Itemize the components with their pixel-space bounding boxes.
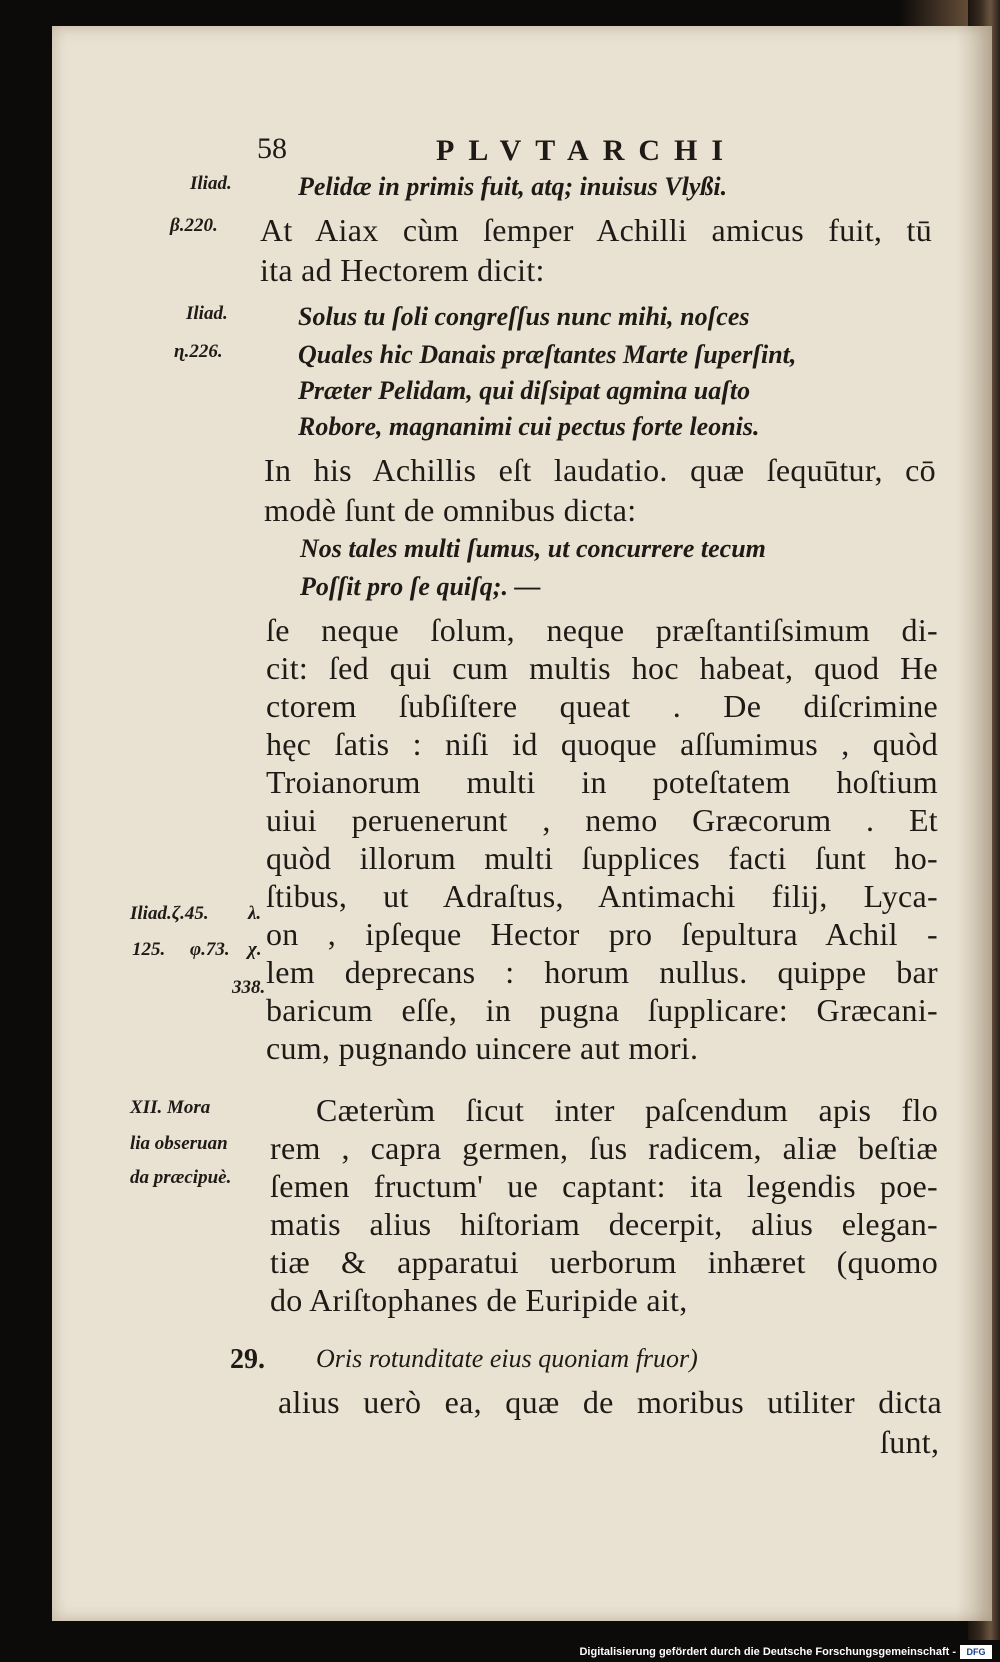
text-line: In his Achillis eſt laudatio. quæ ſequūtur, cō	[264, 452, 936, 488]
text-line: cit: ſed qui cum multis hoc habeat, quod He	[266, 650, 938, 686]
margin-note: ɳ.226.	[174, 341, 223, 362]
verse-line: Quales hic Danais præſtantes Marte ſuperſint,	[298, 340, 797, 369]
text-line: ctorem ſubſiſtere queat . De diſcrimine	[266, 688, 938, 724]
text-line: alius uerò ea, quæ de moribus utiliter dicta	[278, 1384, 942, 1420]
text-line: ſe neque ſolum, neque præſtantiſsimum di-	[266, 612, 938, 648]
text-line: Troianorum multi in poteſtatem hoſtium	[266, 764, 938, 800]
verse-line: Robore, magnanimi cui pectus forte leonis.	[298, 412, 760, 441]
verse-line: Oris rotunditate eius quoniam fruor)	[316, 1344, 698, 1373]
margin-note: XII. Mora	[130, 1097, 211, 1118]
text-line: tiæ & apparatui uerborum inhæret (quomo	[270, 1244, 938, 1280]
text-line: ſemen fructum' ue captant: ita legendis poe-	[270, 1168, 938, 1204]
text-line: rem , capra germen, ſus radicem, aliæ beſtiæ	[270, 1130, 938, 1166]
text-line: baricum eſſe, in pugna ſupplicare: Græcani-	[266, 992, 938, 1028]
page-number: 58	[257, 132, 287, 165]
margin-note: da præcipuè.	[130, 1167, 232, 1188]
margin-note: Iliad.ζ.45.	[130, 903, 209, 924]
verse-line: Nos tales multi ſumus, ut concurrere tecum	[300, 534, 766, 563]
text-line: Cæterùm ſicut inter paſcendum apis flo	[316, 1092, 938, 1128]
text-line: At Aiax cùm ſemper Achilli amicus fuit, tū	[260, 212, 932, 248]
verse-line: Solus tu ſoli congreſſus nunc mihi, noſces	[298, 302, 750, 331]
margin-note: λ.	[248, 903, 262, 924]
text-line: do Ariſtophanes de Euripide ait,	[270, 1282, 688, 1318]
text-line: quòd illorum multi ſupplices facti ſunt ho-	[266, 840, 938, 876]
text-line: modè ſunt de omnibus dicta:	[264, 492, 637, 528]
text-line: ſtibus, ut Adraſtus, Antimachi filij, Lyca-	[266, 878, 938, 914]
margin-note: φ.73.	[190, 939, 230, 960]
verse-line: Præter Pelidam, qui diſsipat agmina uaſto	[298, 376, 751, 405]
verse-line: Pelidæ in primis fuit, atq; inuisus Vlyßi.	[298, 172, 728, 201]
text-line: ſunt,	[880, 1424, 940, 1460]
margin-note: lia obseruan	[130, 1133, 228, 1154]
text-line: hęc ſatis : niſi id quoque aſſumimus , quòd	[266, 726, 938, 762]
verse-line: Poſſit pro ſe quiſq;. —	[300, 572, 541, 601]
footer-bar	[0, 1643, 1000, 1662]
book-page	[52, 26, 992, 1621]
margin-note: Iliad.	[186, 303, 228, 324]
margin-note: 338.	[232, 977, 266, 998]
footer-credit: Digitalisierung gefördert durch die Deutsche Forschungsgemeinschaft -	[579, 1646, 956, 1658]
text-line: matis alius hiſtoriam decerpit, alius elegan-	[270, 1206, 938, 1242]
margin-note: Iliad.	[190, 173, 232, 194]
text-line: cum, pugnando uincere aut mori.	[266, 1030, 699, 1066]
margin-note: χ.	[248, 939, 262, 960]
margin-note: 125.	[132, 939, 166, 960]
text-line: ita ad Hectorem dicit:	[260, 252, 545, 288]
running-title: PLVTARCHI	[436, 134, 738, 167]
text-line: uiui peruenerunt , nemo Græcorum . Et	[266, 802, 938, 838]
dfg-logo-icon: DFG	[960, 1645, 992, 1659]
text-line: lem deprecans : horum nullus. quippe bar	[266, 954, 938, 990]
text-line: on , ipſeque Hector pro ſepultura Achil -	[266, 916, 938, 952]
margin-note: β.220.	[170, 215, 218, 236]
margin-note: 29.	[230, 1344, 265, 1375]
